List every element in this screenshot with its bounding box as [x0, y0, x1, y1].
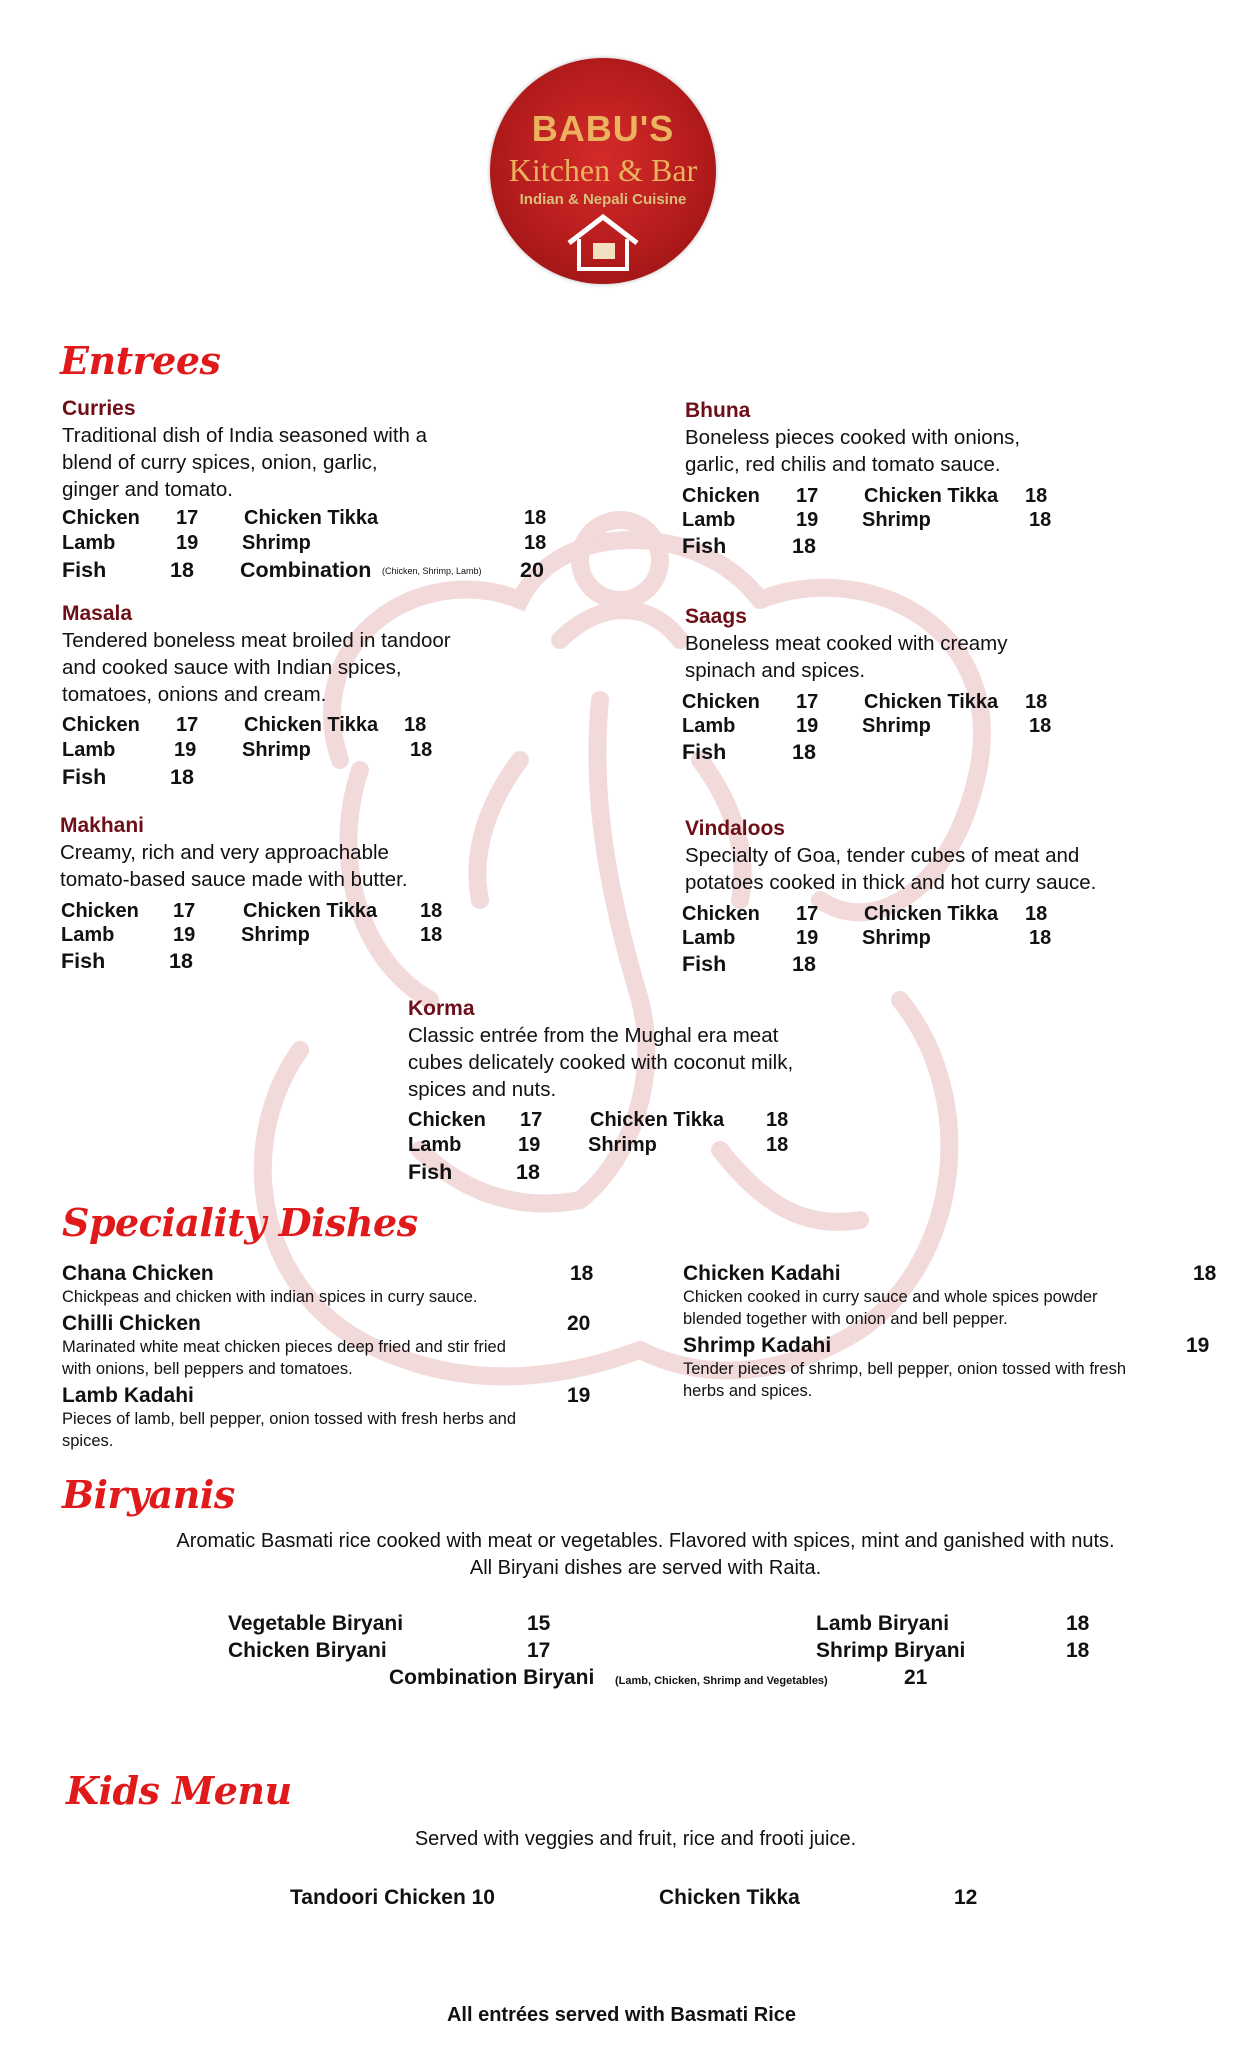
biryani-item-price: 17: [527, 1639, 551, 1662]
price-value: 19: [796, 927, 819, 949]
price-value: 18: [792, 952, 816, 976]
price-label: Chicken Tikka: [244, 714, 379, 736]
speciality-desc: Chicken cooked in curry sauce and whole spices powder: [683, 1288, 1098, 1306]
kids-intro: Served with veggies and fruit, rice and frooti juice.: [414, 1828, 857, 1850]
price-value: 18: [524, 532, 547, 554]
price-value: 18: [404, 714, 427, 736]
dish-curries: [62, 395, 582, 582]
price-value: 17: [796, 903, 819, 925]
kids-item-price: 12: [954, 1886, 978, 1909]
logo-subtitle: Kitchen & Bar: [508, 152, 698, 188]
dish-desc-line: tomatoes, onions and cream.: [62, 683, 327, 706]
combo-note: (Chicken, Shrimp, Lamb): [382, 566, 482, 576]
price-value: 19: [518, 1134, 541, 1156]
dish-desc-line: ginger and tomato.: [62, 478, 233, 501]
price-value: 18: [170, 765, 194, 789]
price-value: 18: [1029, 509, 1052, 531]
restaurant-logo: [490, 58, 716, 284]
speciality-desc: blended together with onion and bell pepper.: [683, 1310, 1008, 1328]
biryani-item-name: Shrimp Biryani: [816, 1639, 966, 1662]
price-label: Chicken: [62, 507, 140, 529]
price-label: Fish: [61, 949, 106, 973]
dish-name: Saags: [685, 605, 747, 628]
dish-korma: [408, 995, 868, 1184]
price-label: Chicken Tikka: [590, 1109, 725, 1131]
price-label: Fish: [62, 558, 107, 582]
speciality-item: [62, 1262, 602, 1308]
price-value: 18: [170, 558, 194, 582]
speciality-desc: Chickpeas and chicken with indian spices in curry sauce.: [62, 1288, 478, 1306]
dish-desc-line: Traditional dish of India seasoned with a: [62, 424, 428, 447]
logo-brand-name: BABU'S: [531, 108, 675, 149]
price-label: Chicken Tikka: [864, 691, 999, 713]
price-label: Chicken: [682, 485, 760, 507]
speciality-desc: Pieces of lamb, bell pepper, onion tossed with fresh herbs and: [62, 1410, 517, 1428]
price-value: 18: [516, 1160, 540, 1184]
price-label: Shrimp: [242, 532, 311, 554]
price-value: 17: [173, 900, 196, 922]
price-label: Shrimp: [241, 924, 310, 946]
speciality-item: [62, 1312, 602, 1380]
speciality-price: 18: [570, 1262, 594, 1285]
price-label: Shrimp: [862, 927, 931, 949]
price-label: Lamb: [682, 927, 736, 949]
biryani-item-name: Chicken Biryani: [228, 1639, 387, 1662]
price-label: Lamb: [61, 924, 115, 946]
speciality-name: Shrimp Kadahi: [683, 1334, 832, 1357]
dish-name: Bhuna: [685, 399, 751, 422]
price-value: 19: [796, 509, 819, 531]
price-value: 18: [1029, 927, 1052, 949]
speciality-name: Chicken Kadahi: [683, 1262, 841, 1285]
dish-bhuna: [682, 397, 1125, 558]
speciality-right-column: [683, 1262, 1223, 1402]
price-value: 18: [1025, 691, 1048, 713]
dish-desc-line: Classic entrée from the Mughal era meat: [408, 1024, 779, 1047]
dish-name: Makhani: [60, 814, 145, 837]
dish-desc-line: spices and nuts.: [408, 1078, 557, 1101]
dish-desc-line: spinach and spices.: [685, 659, 866, 682]
price-label: Chicken Tikka: [864, 903, 999, 925]
dish-desc-line: Creamy, rich and very approachable: [60, 841, 389, 864]
dish-makhani: [60, 812, 580, 973]
speciality-name: Chana Chicken: [62, 1262, 214, 1285]
biryanis-heading: Biryanis: [62, 1472, 235, 1517]
price-value: 19: [173, 924, 196, 946]
speciality-left-column: [62, 1262, 602, 1452]
speciality-desc: Marinated white meat chicken pieces deep fried and stir fried: [62, 1338, 506, 1356]
price-label: Chicken: [682, 691, 760, 713]
price-value: 19: [176, 532, 199, 554]
price-label: Chicken Tikka: [244, 507, 379, 529]
dish-saags: [682, 603, 1125, 764]
speciality-price: 19: [1186, 1334, 1210, 1357]
price-value: 18: [1025, 903, 1048, 925]
biryani-item-price: 18: [1066, 1612, 1090, 1635]
speciality-desc: herbs and spices.: [683, 1382, 813, 1400]
price-value: 18: [766, 1109, 789, 1131]
dish-desc-line: cubes delicately cooked with coconut milk,: [408, 1051, 794, 1074]
kids-item: Tandoori Chicken 10: [290, 1886, 495, 1909]
price-value: 18: [410, 739, 433, 761]
kids-menu-heading: Kids Menu: [66, 1768, 292, 1813]
price-label: Chicken Tikka: [243, 900, 378, 922]
entrees-heading: Entrees: [60, 338, 221, 383]
speciality-desc: Tender pieces of shrimp, bell pepper, onion tossed with fresh: [683, 1360, 1127, 1378]
biryani-intro: All Biryani dishes are served with Raita.: [469, 1557, 822, 1579]
price-label: Lamb: [62, 532, 116, 554]
speciality-name: Chilli Chicken: [62, 1312, 201, 1335]
price-value: 18: [420, 924, 443, 946]
house-icon: [563, 213, 643, 273]
price-label: Chicken: [682, 903, 760, 925]
dish-desc-line: garlic, red chilis and tomato sauce.: [685, 453, 1001, 476]
price-label: Shrimp: [862, 509, 931, 531]
biryani-item-price: 15: [527, 1612, 551, 1635]
dish-name: Vindaloos: [685, 817, 785, 840]
dish-masala: [62, 600, 582, 789]
dish-desc-line: blend of curry spices, onion, garlic,: [62, 451, 378, 474]
price-label: Lamb: [62, 739, 116, 761]
biryani-item-name: Vegetable Biryani: [228, 1612, 404, 1635]
dish-desc-line: and cooked sauce with Indian spices,: [62, 656, 402, 679]
dish-name: Curries: [62, 397, 136, 420]
price-label: Shrimp: [862, 715, 931, 737]
price-label: Shrimp: [588, 1134, 657, 1156]
dish-desc-line: Tendered boneless meat broiled in tandoor: [62, 629, 451, 652]
price-label: Chicken Tikka: [864, 485, 999, 507]
price-value: 18: [524, 507, 547, 529]
speciality-item: [683, 1334, 1223, 1402]
dish-vindaloos: [682, 815, 1165, 976]
price-label: Fish: [682, 534, 727, 558]
price-label: Chicken: [61, 900, 139, 922]
footer-note: All entrées served with Basmati Rice: [446, 2004, 797, 2026]
price-value: 17: [796, 691, 819, 713]
biryani-intro: Aromatic Basmati rice cooked with meat or vegetables. Flavored with spices, mint and ganished with nuts.: [176, 1530, 1115, 1552]
price-value: 18: [792, 740, 816, 764]
price-label: Lamb: [682, 715, 736, 737]
price-label: Chicken: [408, 1109, 486, 1131]
logo-tagline: Indian & Nepali Cuisine: [519, 191, 687, 208]
price-value: 17: [520, 1109, 543, 1131]
price-value: 17: [796, 485, 819, 507]
price-label: Chicken: [62, 714, 140, 736]
price-value: 17: [176, 507, 199, 529]
price-value: 20: [520, 558, 544, 582]
price-label: Shrimp: [242, 739, 311, 761]
dish-name: Korma: [408, 997, 475, 1020]
biryani-combo-note: (Lamb, Chicken, Shrimp and Vegetables): [615, 1675, 828, 1687]
speciality-price: 20: [567, 1312, 591, 1335]
price-value: 18: [169, 949, 193, 973]
price-value: 19: [174, 739, 197, 761]
dish-desc-line: Specialty of Goa, tender cubes of meat and: [685, 844, 1080, 867]
speciality-item: [683, 1262, 1223, 1330]
speciality-price: 19: [567, 1384, 591, 1407]
biryani-item-name: Lamb Biryani: [816, 1612, 950, 1635]
price-value: 19: [796, 715, 819, 737]
speciality-price: 18: [1193, 1262, 1217, 1285]
price-label: Fish: [62, 765, 107, 789]
price-label: Lamb: [408, 1134, 462, 1156]
price-value: 18: [792, 534, 816, 558]
speciality-heading: Speciality Dishes: [62, 1200, 418, 1245]
price-value: 18: [1025, 485, 1048, 507]
price-label: Fish: [408, 1160, 453, 1184]
speciality-item: [62, 1384, 602, 1452]
dish-name: Masala: [62, 602, 133, 625]
price-value: 17: [176, 714, 199, 736]
biryani-item-price: 18: [1066, 1639, 1090, 1662]
speciality-desc: with onions, bell peppers and tomatoes.: [62, 1360, 353, 1378]
speciality-name: Lamb Kadahi: [62, 1384, 194, 1407]
speciality-desc: spices.: [62, 1432, 114, 1450]
dish-desc-line: Boneless pieces cooked with onions,: [685, 426, 1021, 449]
biryani-item-name: Combination Biryani: [389, 1666, 595, 1689]
biryani-item-price: 21: [904, 1666, 928, 1689]
price-value: 18: [420, 900, 443, 922]
price-label: Lamb: [682, 509, 736, 531]
dish-desc-line: potatoes cooked in thick and hot curry sauce.: [685, 871, 1097, 894]
price-label: Fish: [682, 740, 727, 764]
price-label: Combination: [240, 558, 372, 582]
dish-desc-line: Boneless meat cooked with creamy: [685, 632, 1008, 655]
price-label: Fish: [682, 952, 727, 976]
kids-item: Chicken Tikka: [659, 1886, 800, 1909]
price-value: 18: [1029, 715, 1052, 737]
dish-desc-line: tomato-based sauce made with butter.: [60, 868, 408, 891]
price-value: 18: [766, 1134, 789, 1156]
